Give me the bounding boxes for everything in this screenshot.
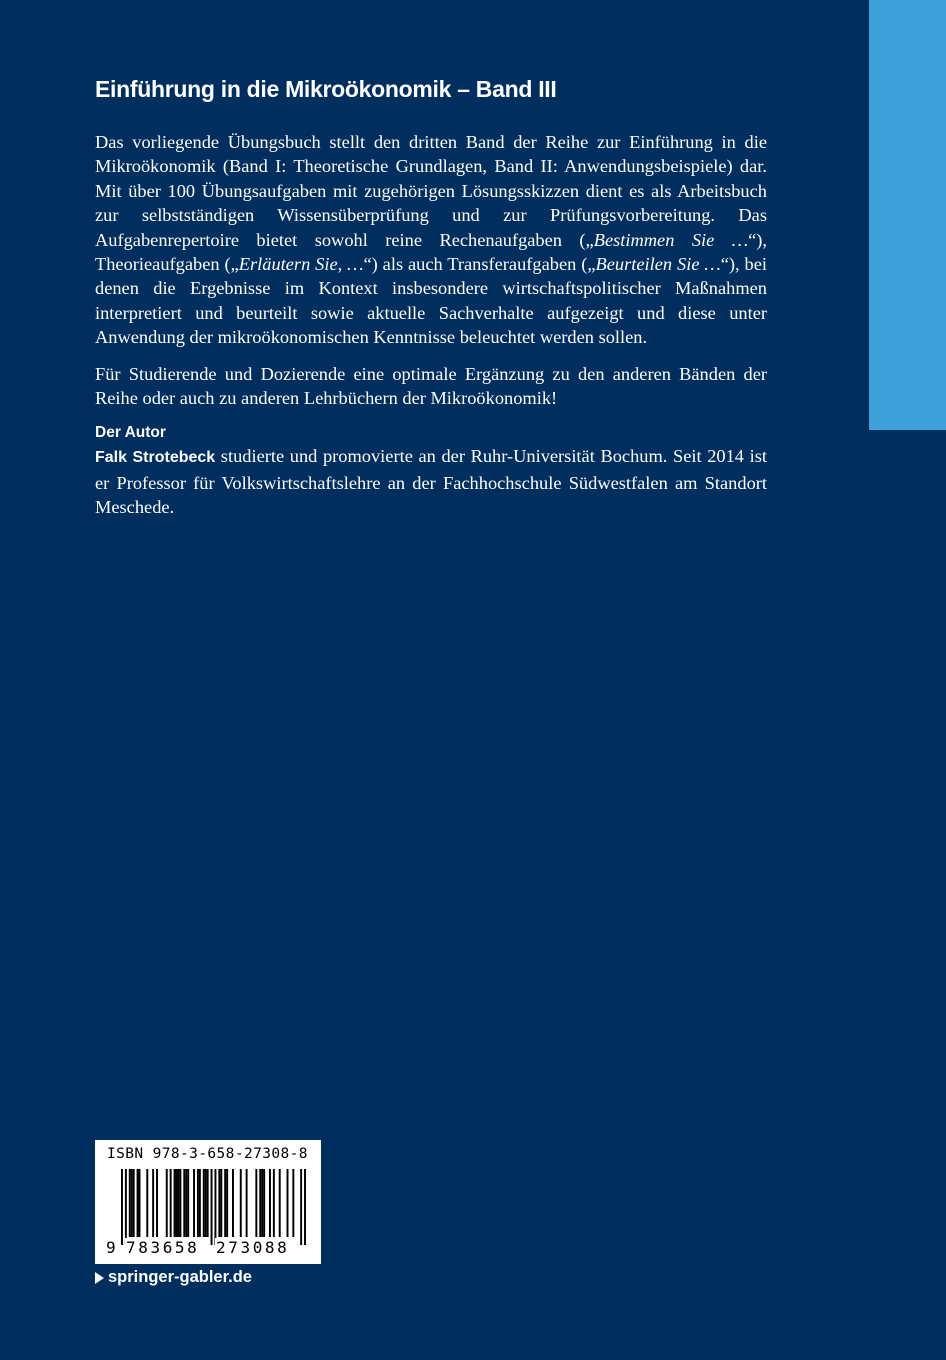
barcode-bar — [246, 1169, 248, 1237]
barcode-bars — [121, 1169, 306, 1245]
barcode-bar — [269, 1169, 271, 1237]
accent-strip — [869, 0, 946, 430]
barcode-guard-bar — [304, 1169, 306, 1245]
barcode-bar — [183, 1169, 185, 1237]
barcode-bar — [226, 1169, 228, 1237]
barcode-bar — [193, 1169, 195, 1237]
publisher-website[interactable] — [95, 1268, 252, 1287]
isbn-barcode — [95, 1140, 321, 1264]
triangle-right-icon — [95, 1272, 104, 1284]
barcode-bar — [279, 1169, 281, 1237]
description-paragraph-1 — [95, 130, 767, 350]
author-bio — [95, 444, 767, 519]
barcode-bar — [137, 1169, 139, 1237]
barcode-bar — [203, 1169, 205, 1237]
barcode-bar — [176, 1169, 178, 1237]
barcode-bar — [287, 1169, 289, 1237]
barcode-bar — [139, 1169, 141, 1237]
description-text: “), Theorieaufgaben („ — [95, 229, 767, 275]
barcode-bar — [255, 1169, 257, 1237]
barcode-bar — [156, 1169, 158, 1237]
barcode-bar — [218, 1169, 220, 1237]
author-name: Falk Strotebeck — [95, 449, 216, 467]
description-text: “), bei denen die Ergebnisse im Kontext insbesondere wirtschaftspolitischer Maßnahmen interpretiert und beurteilt sowie aktuelle Sachverhalte aufgezeigt und diese unter Anwendung der mikroökonomischen Kenntnisse beleuchtet werden sollen. — [95, 254, 767, 348]
barcode-bar — [146, 1169, 148, 1237]
barcode-bar — [174, 1169, 176, 1237]
barcode-guard-bar — [211, 1169, 213, 1245]
barcode-bar — [177, 1169, 179, 1237]
barcode-bar — [207, 1169, 209, 1237]
back-cover-text — [95, 72, 767, 532]
barcode-bar — [224, 1169, 226, 1237]
isbn-label: ISBN 978-3-658-27308-8 — [107, 1146, 308, 1162]
barcode-guard-bar — [214, 1169, 216, 1245]
author-bio-text: studierte und promovierte an der Ruhr-Universität Bochum. Seit 2014 ist er Professor für Volkswirtschaftslehre an der Fachhochschule Südwestfalen am Standort Meschede. — [95, 446, 768, 518]
description-text: Das vorliegende Übungsbuch stellt den dritten Band der Reihe zur Einführung in die Mikroökonomik (Band I: Theoretische Grundlagen, Band II: Anwendungsbeispiele) dar. Mit über 100 Übungsaufgaben mit zugehörigen Lösungsskizzen dient es als Arbeitsbuch zur selbstständigen Wissensüberprüfung und zur Prüfungsvorbereitung. Das Aufgabenrepertoire bietet sowohl reine Rechenaufgaben („ — [95, 132, 767, 250]
barcode-bar — [131, 1169, 133, 1237]
barcode-bar — [197, 1169, 199, 1237]
barcode-bar — [199, 1169, 201, 1237]
example-phrase-1: Bestimmen Sie … — [593, 229, 749, 250]
barcode-bar — [185, 1169, 187, 1237]
barcode-bar — [166, 1169, 168, 1237]
barcode-bar — [261, 1169, 263, 1237]
barcode-guard-bar — [121, 1169, 123, 1245]
barcode-bar — [205, 1169, 207, 1237]
barcode-bar — [273, 1169, 275, 1237]
barcode-guard-bar — [125, 1169, 127, 1245]
book-title: Einführung in die Mikroökonomik – Band III — [95, 76, 557, 102]
barcode-bar — [170, 1169, 172, 1237]
barcode-bar — [152, 1169, 154, 1237]
description-text: “) als auch Transferaufgaben („ — [363, 254, 596, 275]
barcode-lead-digit: 9 — [106, 1238, 116, 1257]
barcode-bar — [240, 1169, 242, 1237]
author-heading: Der Autor — [95, 424, 166, 442]
barcode-bar — [133, 1169, 135, 1237]
example-phrase-2: Erläutern Sie, … — [238, 254, 364, 275]
barcode-bar — [187, 1169, 189, 1237]
barcode-bar — [129, 1169, 131, 1237]
barcode-bar — [179, 1169, 181, 1237]
barcode-bar — [259, 1169, 261, 1237]
barcode-bar — [232, 1169, 234, 1237]
example-phrase-3: Beurteilen Sie … — [595, 254, 721, 275]
barcode-bar — [220, 1169, 222, 1237]
barcode-left-group: 783658 — [126, 1238, 200, 1257]
barcode-bar — [292, 1169, 294, 1237]
barcode-guard-bar — [300, 1169, 302, 1245]
barcode-right-group: 273088 — [216, 1238, 290, 1257]
barcode-bar — [263, 1169, 265, 1237]
website-label: springer-gabler.de — [108, 1268, 252, 1286]
description-paragraph-2: Für Studierende und Dozierende eine optimale Ergänzung zu den anderen Bänden der Reihe oder auch zu anderen Lehrbüchern der Mikroökonomik! — [95, 363, 767, 409]
barcode-digits — [95, 1238, 321, 1264]
